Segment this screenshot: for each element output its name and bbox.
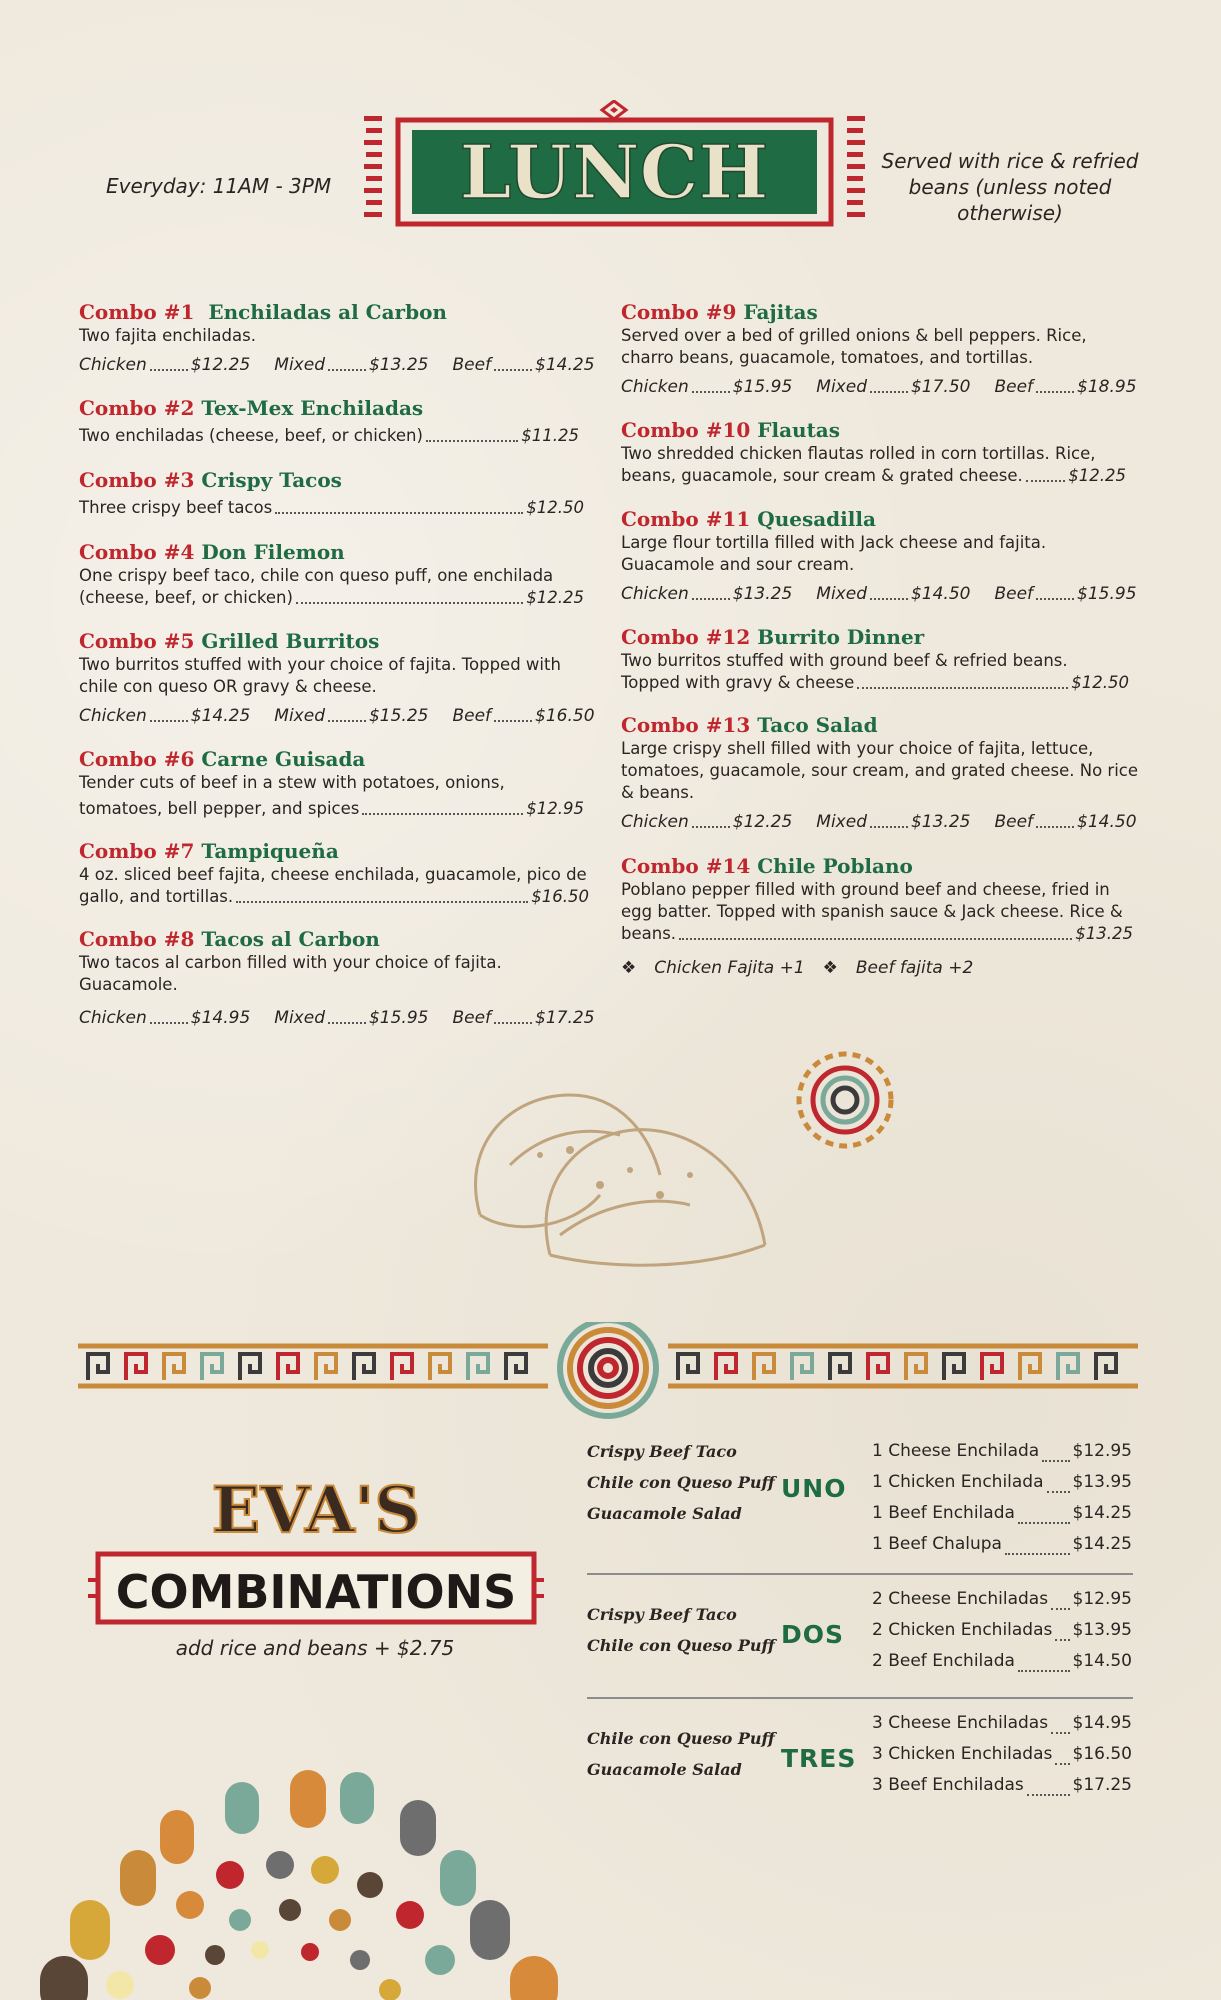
hours-text: Everyday: 11AM - 3PM xyxy=(106,174,332,198)
combo-7: Combo #7 Tampiqueña 4 oz. sliced beef fajita, cheese enchilada, guacamole, pico de gallo, and tortillas. $16.50 xyxy=(79,839,589,906)
group-label: UNO xyxy=(781,1474,847,1503)
evas-brand: EVA'S xyxy=(211,1473,421,1548)
diamond-icon: ❖ xyxy=(822,958,838,978)
group-label: TRES xyxy=(781,1744,857,1773)
combo-2: Combo #2 Tex-Mex Enchiladas Two enchiladas (cheese, beef, or chicken) $11.25 xyxy=(79,396,579,445)
evas-combinations-logo xyxy=(88,1462,544,1632)
combo-14: Combo #14 Chile Poblano Poblano pepper filled with ground beef and cheese, fried in egg batter. Topped with spanish sauce & Jack cheese. Rice & beans. $13.25 xyxy=(621,854,1133,943)
add-rice-note: add rice and beans + $2.75 xyxy=(175,1636,455,1660)
combinations-title: COMBINATIONS xyxy=(115,1565,517,1619)
taco-illustration xyxy=(450,1055,780,1285)
combo-5: Combo #5 Grilled Burritos Two burritos stuffed with your choice of fajita. Topped with chile con queso OR gravy & cheese. Chicken $14.25 Mixed $15.25 Beef $16.50 xyxy=(79,629,595,726)
combo-13: Combo #13 Taco Salad Large crispy shell filled with your choice of fajita, lettuce, tomatoes, guacamole, sour cream, and grated cheese. No rice & beans. Chicken $12.25 Mixed $13.25 Beef $14.50 xyxy=(621,713,1139,832)
divider xyxy=(587,1697,1133,1699)
divider xyxy=(587,1573,1133,1575)
combo-4: Combo #4 Don Filemon One crispy beef taco, chile con queso puff, one enchilada (cheese, beef, or chicken) $12.25 xyxy=(79,540,584,607)
combo-9: Combo #9 Fajitas Served over a bed of grilled onions & bell peppers. Rice, charro beans, guacamole, tomatoes, and tortillas. Chicken $15.95 Mixed $17.50 Beef $18.95 xyxy=(621,300,1137,397)
combo-12: Combo #12 Burrito Dinner Two burritos stuffed with ground beef & refried beans. Topped with gravy & cheese $12.50 xyxy=(621,625,1129,692)
group-label: DOS xyxy=(781,1620,845,1649)
combo-8: Combo #8 Tacos al Carbon Two tacos al carbon filled with your choice of fajita. Guacamole. Chicken $14.95 Mixed $15.95 Beef $17.25 xyxy=(79,927,595,1028)
combo-desc: Two fajita enchiladas. xyxy=(79,326,256,345)
combo-group-tres: Chile con Queso Puff Guacamole Salad TRES 3 Cheese Enchiladas $14.95 3 Chicken Enchiladas $16.50 3 Beef Enchiladas $17.25 xyxy=(587,1713,1132,1795)
combo-6: Combo #6 Carne Guisada Tender cuts of beef in a stew with potatoes, onions, tomatoes, bell pepper, and spices $12.95 xyxy=(79,747,584,818)
dots-burst-decoration xyxy=(0,1760,620,2000)
sun-ornament xyxy=(790,1045,900,1155)
combo-1: Combo #1 Enchiladas al Carbon Two fajita enchiladas. Chicken $12.25 Mixed $13.25 Beef $14.25 xyxy=(79,299,599,377)
lunch-title: LUNCH xyxy=(459,130,769,216)
lunch-title-sign xyxy=(362,100,867,240)
combo-group-uno: Crispy Beef Taco Chile con Queso Puff Guacamole Salad UNO 1 Cheese Enchilada $12.95 1 Chicken Enchilada $13.95 1 Beef Enchilada $14.25 1 Beef Chalupa $14.25 xyxy=(587,1441,1132,1554)
combo-group-dos: Crispy Beef Taco Chile con Queso Puff DOS 2 Cheese Enchiladas $12.95 2 Chicken Enchiladas $13.95 2 Beef Enchilada $14.50 xyxy=(587,1589,1132,1671)
combo-3: Combo #3 Crispy Tacos Three crispy beef tacos $12.50 xyxy=(79,468,584,517)
combo-10: Combo #10 Flautas Two shredded chicken flautas rolled in corn tortillas. Rice, beans, guacamole, sour cream & grated cheese. $12.25 xyxy=(621,418,1126,485)
diamond-icon: ❖ xyxy=(621,958,637,978)
decorative-border xyxy=(78,1322,1138,1422)
served-note: Served with rice & refried beans (unless noted otherwise) xyxy=(881,149,1139,225)
addons-line: ❖ Chicken Fajita +1 ❖ Beef fajita +2 xyxy=(621,958,974,978)
combo-11: Combo #11 Quesadilla Large flour tortilla filled with Jack cheese and fajita. Guacamole and sour cream. Chicken $13.25 Mixed $14.50 Beef $15.95 xyxy=(621,507,1137,604)
